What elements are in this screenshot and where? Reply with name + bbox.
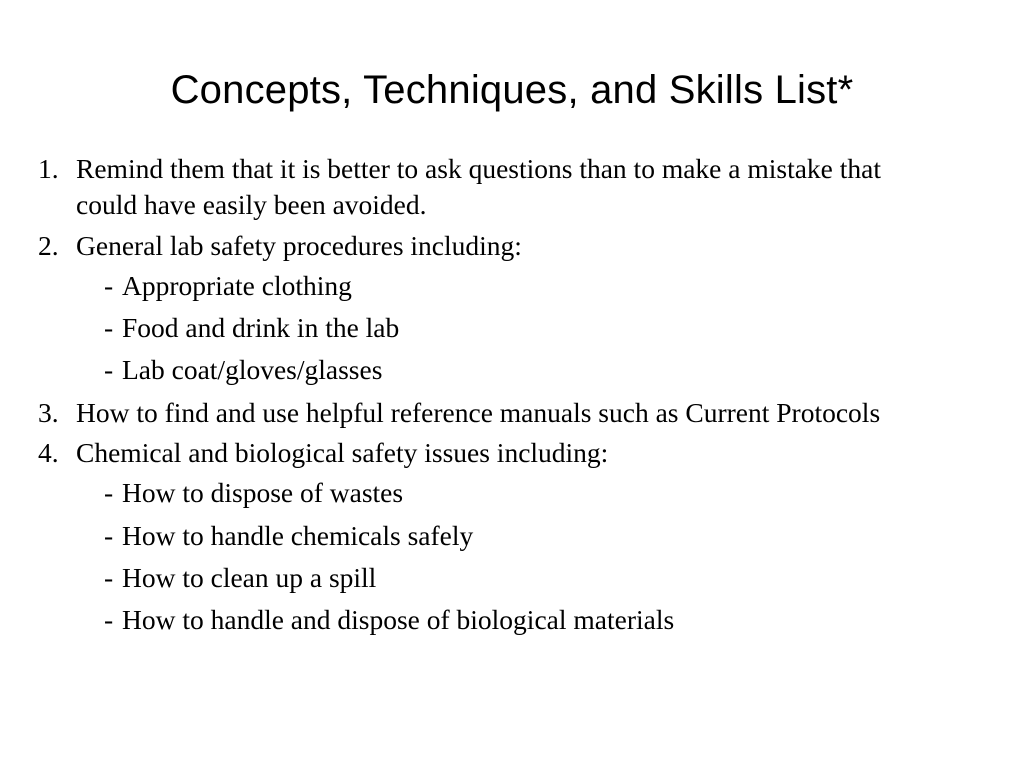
list-marker: 1. <box>38 153 59 184</box>
list-marker: 2. <box>38 229 59 261</box>
list-item-text: General lab safety procedures including: <box>76 229 522 261</box>
dash-bullet: - <box>104 477 114 509</box>
dash-bullet: - <box>104 312 114 344</box>
sub-list-item-text: Appropriate clothing <box>122 269 352 301</box>
sub-list-item <box>38 560 964 596</box>
sub-list-item <box>38 310 964 346</box>
dash-bullet: - <box>104 561 114 593</box>
list-item <box>38 395 964 431</box>
sub-list-item-text: Lab coat/gloves/glasses <box>122 354 383 386</box>
list-item-text: Remind them that it is better to ask questions than to make a mistake that could have easily been avoided. <box>76 153 881 221</box>
page-title: Concepts, Techniques, and Skills List* <box>170 68 854 112</box>
dash-bullet: - <box>104 354 114 386</box>
dash-bullet: - <box>104 519 114 551</box>
sub-list-item <box>38 352 964 388</box>
list-item-text: Chemical and biological safety issues including: <box>76 437 609 469</box>
sub-list-item <box>38 268 964 304</box>
sub-list-item <box>38 518 964 554</box>
list-item <box>38 435 964 471</box>
slide-body <box>0 113 1024 639</box>
sub-list-item-text: How to handle chemicals safely <box>122 519 474 551</box>
list-item-text: How to find and use helpful reference manuals such as Current Protocols <box>76 396 881 428</box>
sub-list-item-text: Food and drink in the lab <box>122 312 400 344</box>
dash-bullet: - <box>104 269 114 301</box>
dash-bullet: - <box>104 604 114 636</box>
list-item <box>38 151 964 224</box>
sub-list-item <box>38 602 964 638</box>
list-marker: 4. <box>38 437 59 469</box>
list-marker: 3. <box>38 396 59 428</box>
sub-list-item-text: How to clean up a spill <box>122 561 377 593</box>
sub-list-item-text: How to dispose of wastes <box>122 477 404 509</box>
list-item <box>38 228 964 264</box>
sub-list-item <box>38 475 964 511</box>
sub-list-item-text: How to handle and dispose of biological materials <box>122 604 675 636</box>
